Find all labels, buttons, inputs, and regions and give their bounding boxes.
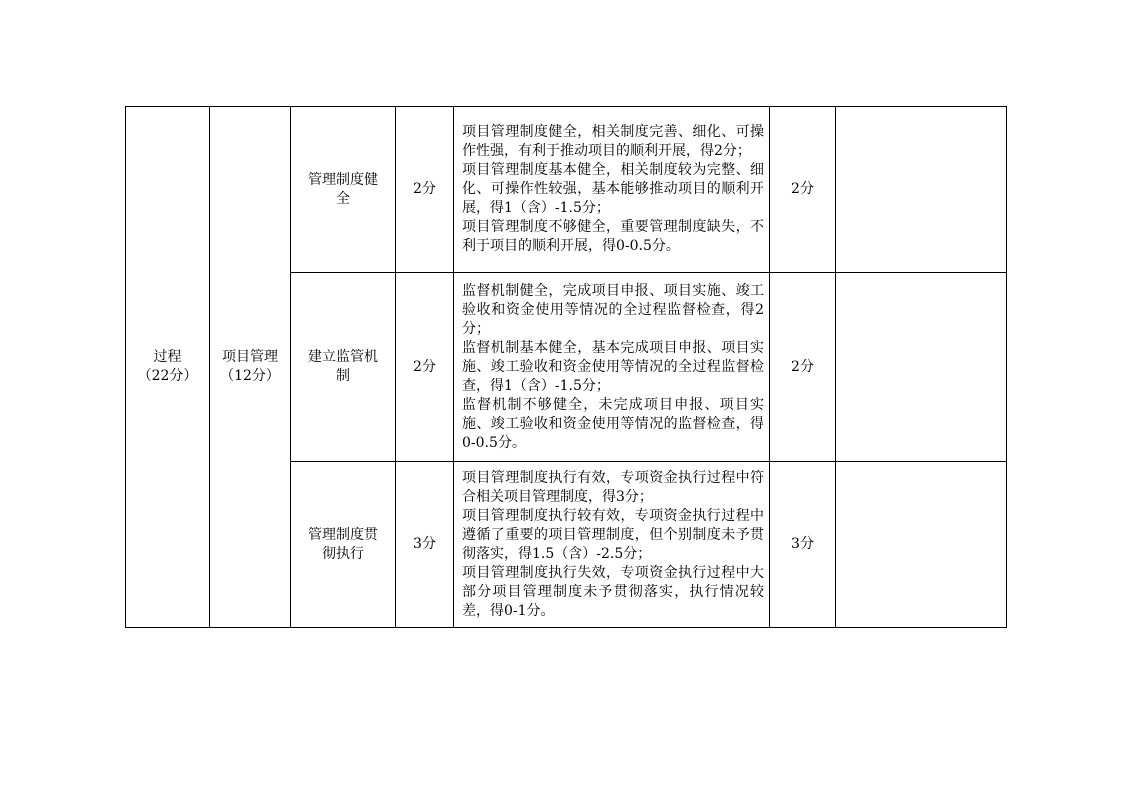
- remark-cell: [836, 107, 1007, 273]
- criteria-paragraph: 项目管理制度执行较有效，专项资金执行过程中遵循了重要的项目管理制度，但个别制度未予贯彻落实，得1.5（含）-2.5分；: [462, 507, 764, 562]
- table-row: [126, 107, 1007, 273]
- criteria-paragraph: 监督机制基本健全，基本完成项目申报、项目实施、竣工验收和资金使用等情况的全过程监督检查，得1（含）-1.5分；: [462, 339, 764, 394]
- criteria-paragraph: 项目管理制度执行有效，专项资金执行过程中符合相关项目管理制度，得3分；: [462, 469, 764, 505]
- indicator-line: 全: [336, 190, 350, 207]
- indicator-line: 管理制度贯: [308, 526, 378, 543]
- score-cell: 3分: [770, 462, 836, 628]
- indicator-line: 彻执行: [322, 545, 364, 562]
- indicator-line: 建立监管机: [308, 349, 378, 365]
- criteria-paragraph: 监督机制不够健全，未完成项目申报、项目实施、竣工验收和资金使用等情况的监督检查，得0-0.5分。: [462, 396, 764, 451]
- weight-cell: 3分: [396, 462, 454, 628]
- weight-cell: 2分: [396, 273, 454, 462]
- indicator-cell: [291, 107, 396, 273]
- criteria-cell: [454, 462, 770, 628]
- remark-cell: [836, 462, 1007, 628]
- level2-score: （12分）: [220, 368, 280, 384]
- criteria-cell: [454, 273, 770, 462]
- remark-cell: [836, 273, 1007, 462]
- criteria-paragraph: 项目管理制度健全，相关制度完善、细化、可操作性强，有利于推动项目的顺利开展，得2分；: [462, 124, 764, 159]
- indicator-cell: [291, 273, 396, 462]
- evaluation-table: [125, 106, 1007, 628]
- criteria-paragraph: 监督机制健全，完成项目申报、项目实施、竣工验收和资金使用等情况的全过程监督检查，得2分；: [462, 282, 764, 337]
- level1-name: 过程: [153, 349, 182, 365]
- criteria-paragraph: 项目管理制度不够健全，重要管理制度缺失，不利于项目的顺利开展，得0-0.5分。: [462, 219, 764, 254]
- criteria-paragraph: 项目管理制度基本健全，相关制度较为完整、细化、可操作性较强，基本能够推动项目的顺利开展，得1（含）-1.5分；: [462, 162, 764, 216]
- criteria-paragraph: 项目管理制度执行失效，专项资金执行过程中大部分项目管理制度未予贯彻落实，执行情况较差，得0-1分。: [462, 564, 764, 619]
- score-cell: 2分: [770, 107, 836, 273]
- indicator-cell: [291, 462, 396, 628]
- level2-name: 项目管理: [222, 349, 278, 365]
- weight-cell: 2分: [396, 107, 454, 273]
- score-cell: 2分: [770, 273, 836, 462]
- indicator-line: 管理制度健: [308, 171, 378, 188]
- indicator-line: 制: [336, 368, 350, 384]
- level1-score: （22分）: [137, 368, 198, 384]
- criteria-cell: [454, 107, 770, 273]
- level1-indicator-cell: [126, 107, 210, 628]
- level2-indicator-cell: [210, 107, 291, 628]
